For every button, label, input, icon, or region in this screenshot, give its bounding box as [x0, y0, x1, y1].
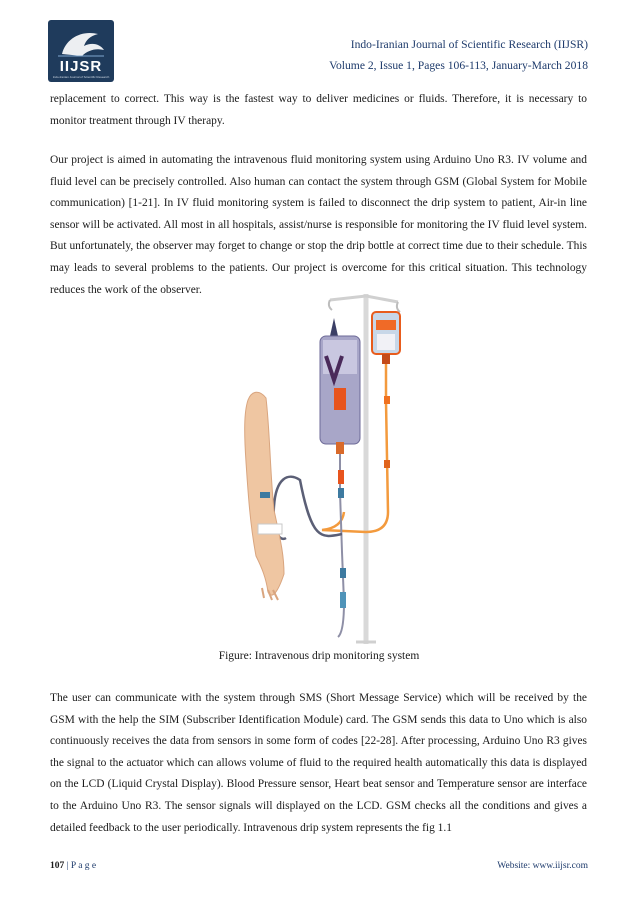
small-iv-bag — [372, 312, 400, 364]
page-label: P a g e — [70, 861, 97, 871]
paragraph-3: The user can communicate with the system through SMS (Short Message Service) which will be received by the GSM with the help the SIM (Subscriber Identification Module) card. The GSM sends this data to Uno which is also continuously receives the data from sensors in some form of codes [22-28]. After processing, Arduino Uno R3 gives the signal to the actuator which can allows volume of fluid to the required health automatically this data is displayed on the LCD (Liquid Crystal Display). Blood Pressure sensor, Heart beat sensor and Temperature sensor are interface to the Arduino Uno R3. The sensor signals will displayed on the LCD. GSM checks all the conditions and gives a detailed feedback to the user periodically. Intravenous drip system represents the fig 1.1 — [50, 692, 587, 834]
journal-logo — [48, 20, 114, 82]
figure-caption: Figure: Intravenous drip monitoring system — [218, 650, 420, 662]
paragraph-2: Our project is aimed in automating the intravenous fluid monitoring system using Arduino Uno R3. IV volume and fluid level can be precisely controlled. Also human can contact the system through GSM (Global System for Mobile communication) [1-21]. In IV fluid monitoring system is failed to disconnect the drip system to patient, Air-in line sensor will be activated. All most in all hospitals, assist/nurse is responsible for monitoring the IV fluid level system. But unfortunately, the observer may forget to change or stop the drip bottle at correct time due to their schedule. This may leads to several problems to the patients. Our project is overcome for this critical situation. This technology reduces the work of the observer. — [50, 154, 587, 296]
page-separator: | — [64, 861, 71, 871]
patient-arm — [245, 392, 284, 600]
journal-header — [329, 34, 588, 76]
journal-name: Indo-Iranian Journal of Scientific Research (IIJSR) — [350, 38, 588, 51]
logo-subtitle: Indo-Iranian Journal of Scientific Research — [52, 75, 110, 79]
page-footer — [50, 861, 588, 877]
page-number-label — [50, 861, 96, 871]
paragraph-1: replacement to correct. This way is the fastest way to deliver medicines or fluids. Therefore, it is necessary to monitor treatment through IV therapy. — [50, 93, 587, 127]
logo-text: IIJSR — [59, 58, 103, 75]
iv-drip-illustration — [226, 292, 416, 644]
volume-info: Volume 2, Issue 1, Pages 106-113, January-March 2018 — [329, 59, 588, 72]
large-iv-bag — [320, 318, 360, 454]
website-link[interactable]: Website: www.iijsr.com — [497, 861, 588, 871]
page-number: 107 — [50, 861, 65, 871]
